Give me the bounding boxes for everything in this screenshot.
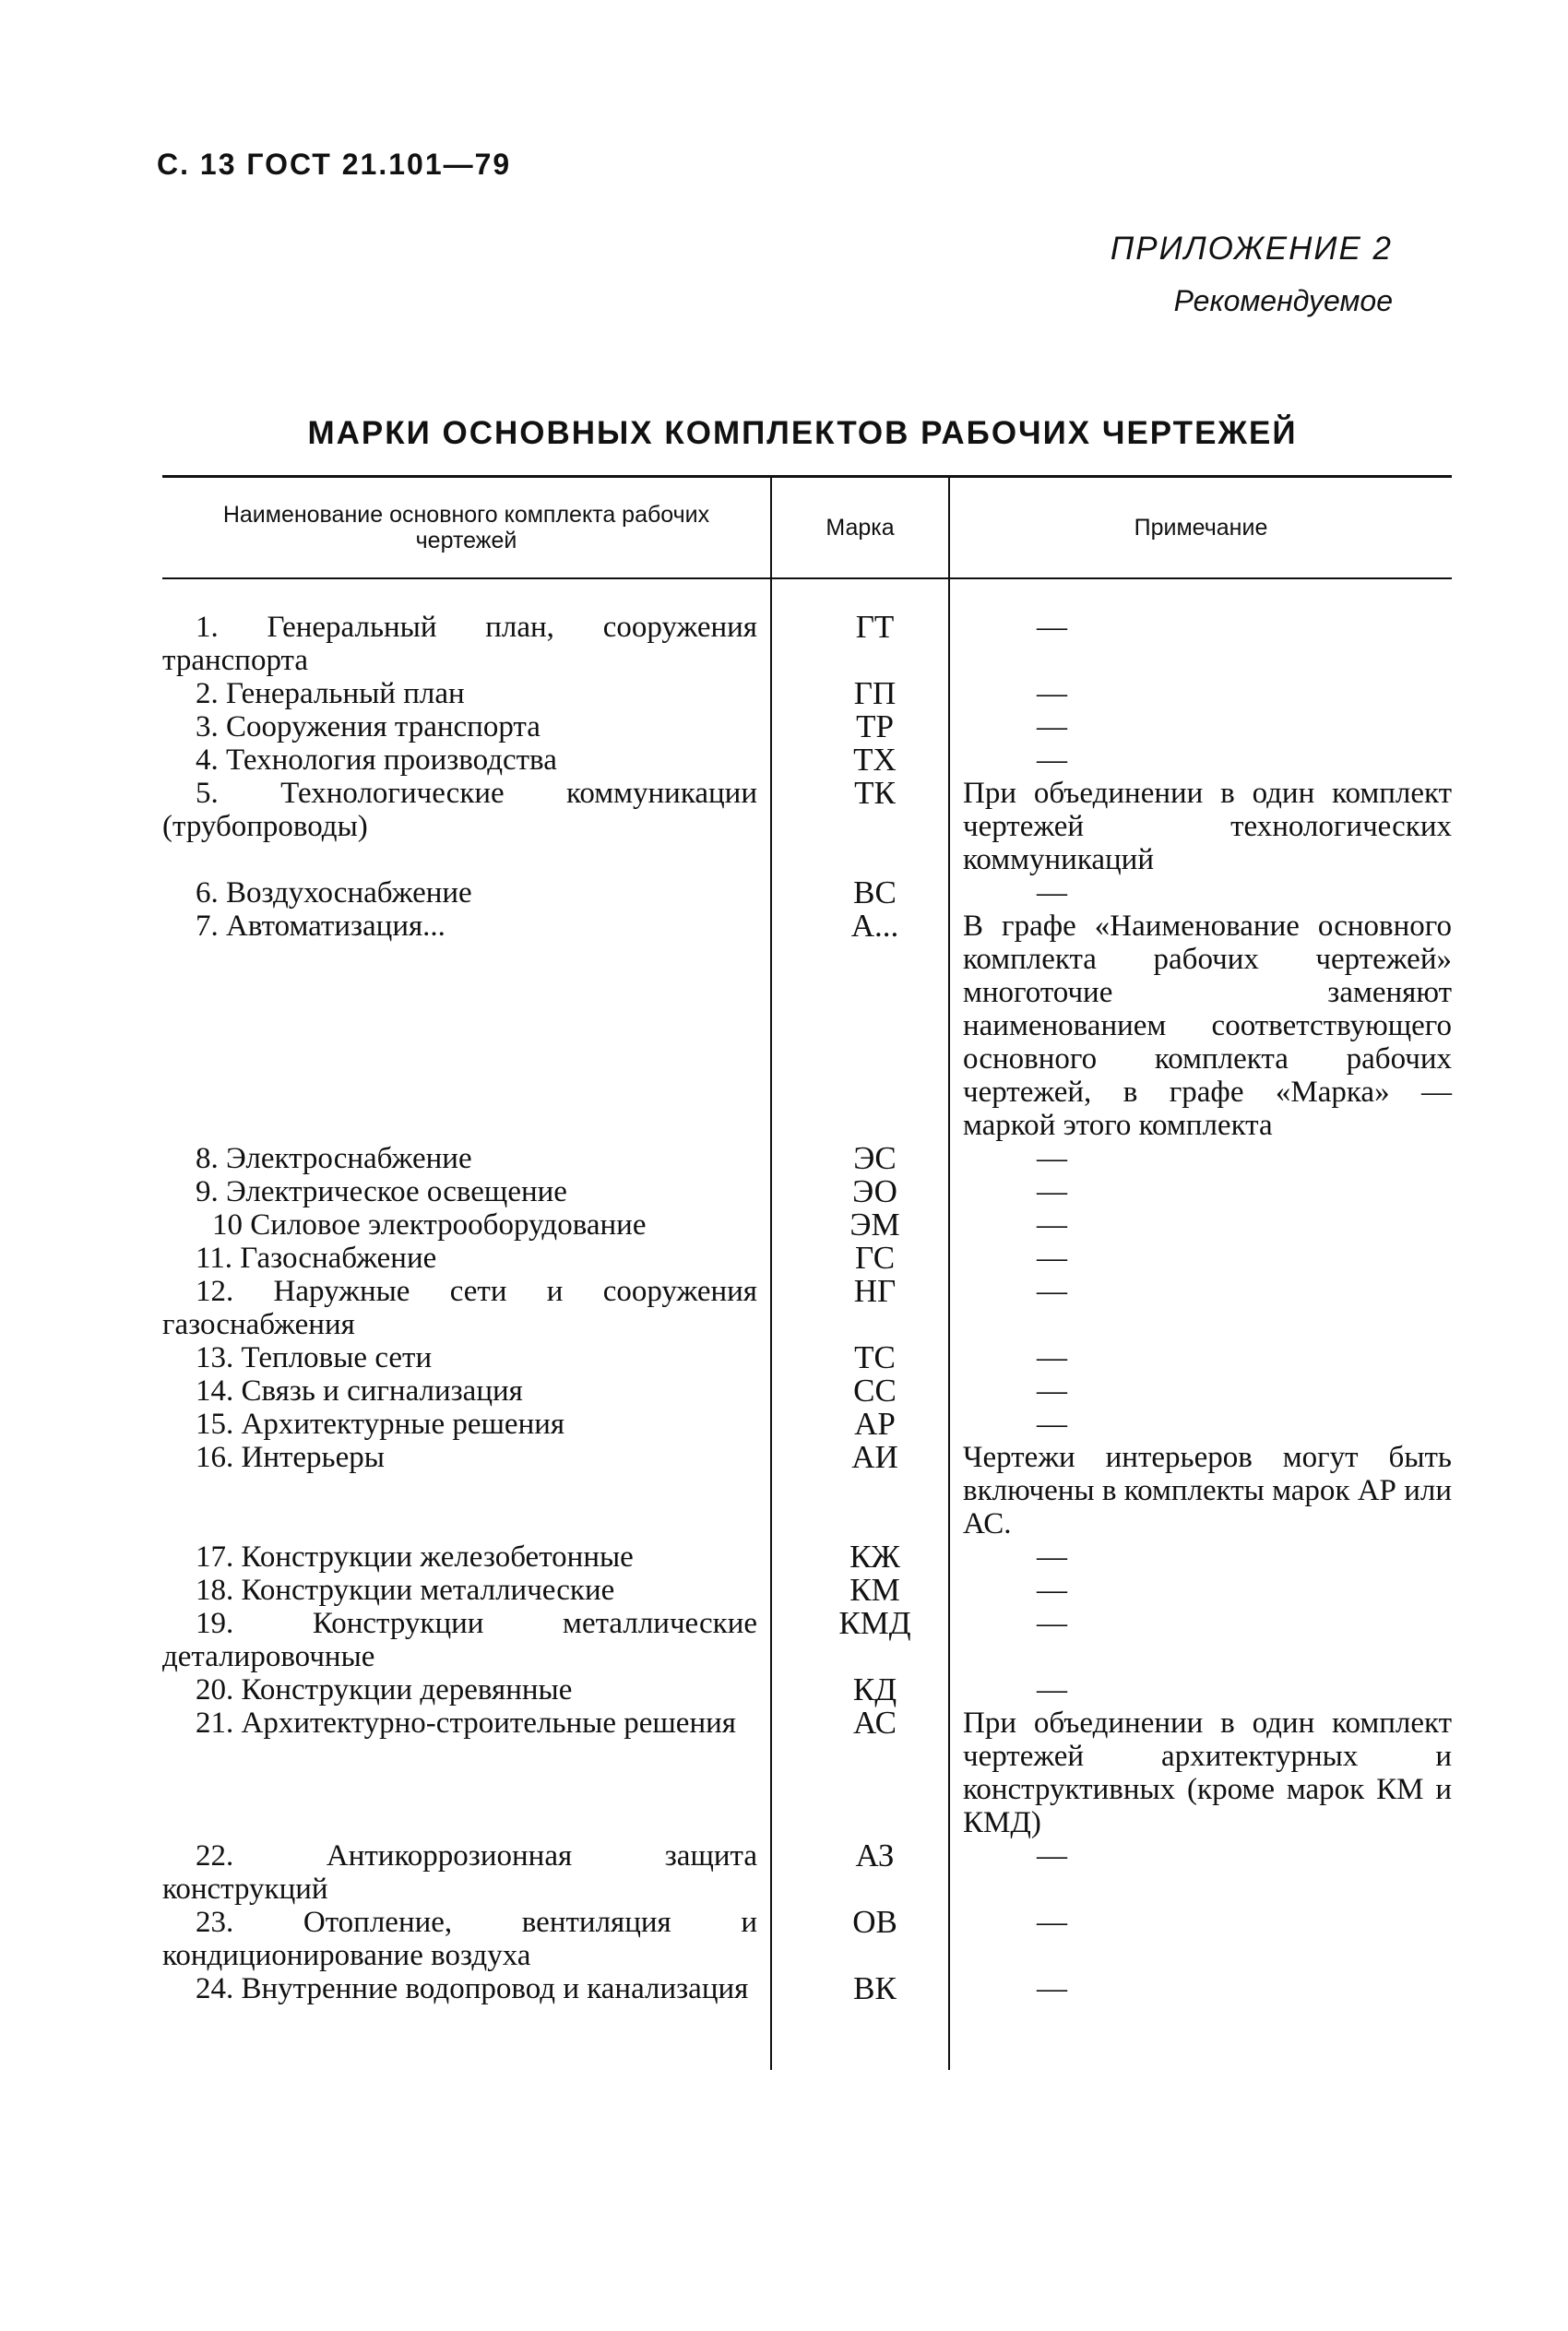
row-note-dash: — xyxy=(1037,610,1067,644)
row-note-dash: — xyxy=(1037,709,1067,743)
row-note-dash: — xyxy=(1037,1540,1067,1574)
row-note-dash: — xyxy=(1037,1340,1067,1374)
row-mark: ГТ xyxy=(771,611,949,677)
row-mark: КЖ xyxy=(771,1540,949,1574)
row-mark: КМ xyxy=(771,1574,949,1607)
row-name: 4. Технология производства xyxy=(196,743,557,777)
row-mark: ГС xyxy=(771,1242,949,1275)
row-note-dash: — xyxy=(1037,1274,1067,1308)
row-mark: ТХ xyxy=(771,743,949,777)
row-note-dash: — xyxy=(1037,1905,1067,1939)
row-note-dash: — xyxy=(1037,1838,1067,1873)
table-row xyxy=(162,1208,1452,1242)
row-note xyxy=(949,1374,1452,1408)
table-row xyxy=(162,1839,1452,1906)
column-header-note: Примечание xyxy=(949,477,1452,578)
row-note xyxy=(949,710,1452,743)
row-note xyxy=(949,677,1452,710)
table-row xyxy=(162,1540,1452,1574)
row-mark: ТС xyxy=(771,1341,949,1374)
row-name: 21. Архитектурно-строительные решения xyxy=(196,1706,736,1740)
row-name: 13. Тепловые сети xyxy=(196,1340,433,1374)
table-row xyxy=(162,1441,1452,1540)
row-mark: ТК xyxy=(771,777,949,876)
row-name: 12. Наружные сети и сооружения газоснабжения xyxy=(162,1274,757,1341)
table-row xyxy=(162,1341,1452,1374)
row-mark: КД xyxy=(771,1673,949,1707)
row-note-dash: — xyxy=(1037,676,1067,710)
column-header-mark: Марка xyxy=(771,477,949,578)
table-body xyxy=(162,578,1452,2070)
row-note xyxy=(949,1972,1452,2005)
row-mark: АС xyxy=(771,1707,949,1839)
row-note xyxy=(949,1906,1452,1972)
row-mark: ЭС xyxy=(771,1142,949,1175)
row-name: 18. Конструкции металлические xyxy=(196,1573,615,1607)
table-row xyxy=(162,1408,1452,1441)
row-name: 17. Конструкции железобетонные xyxy=(196,1540,634,1574)
column-header-name: Наименование основного комплекта рабочих чертежей xyxy=(162,477,771,578)
row-note xyxy=(949,611,1452,677)
row-mark: ОВ xyxy=(771,1906,949,1972)
row-note-dash: — xyxy=(1037,1241,1067,1275)
row-name: 20. Конструкции деревянные xyxy=(196,1672,573,1707)
row-note-dash: — xyxy=(1037,875,1067,910)
row-name: 19. Конструкции металлические деталировочные xyxy=(162,1606,757,1673)
row-mark: ЭО xyxy=(771,1175,949,1208)
marks-table xyxy=(162,475,1452,2070)
table-row xyxy=(162,1906,1452,1972)
row-note xyxy=(949,1142,1452,1175)
row-name: 16. Интерьеры xyxy=(196,1440,385,1474)
row-mark: АР xyxy=(771,1408,949,1441)
row-mark: СС xyxy=(771,1374,949,1408)
row-note-dash: — xyxy=(1037,1573,1067,1607)
row-mark: ВС xyxy=(771,876,949,910)
table-row xyxy=(162,910,1452,1142)
row-name: 22. Антикоррозионная защита конструкций xyxy=(162,1838,757,1906)
row-name: 11. Газоснабжение xyxy=(196,1241,437,1275)
row-note xyxy=(949,1540,1452,1574)
row-note-dash: — xyxy=(1037,1374,1067,1408)
table-row xyxy=(162,1242,1452,1275)
row-note-dash: — xyxy=(1037,1207,1067,1242)
row-name: 9. Электрическое освещение xyxy=(196,1174,567,1208)
row-name: 23. Отопление, вентиляция и кондиционирование воздуха xyxy=(162,1905,757,1972)
table-row xyxy=(162,611,1452,677)
row-note xyxy=(949,1408,1452,1441)
row-note xyxy=(949,1607,1452,1673)
table-row xyxy=(162,777,1452,876)
row-note xyxy=(949,743,1452,777)
row-note xyxy=(949,1208,1452,1242)
row-name: 2. Генеральный план xyxy=(196,676,465,710)
row-note: В графе «Наименование основного комплекта рабочих чертежей» многоточие заменяют наименованием соответствующего основного комплекта рабочих чертежей, в графе «Марка» — маркой этого комплекта xyxy=(949,910,1452,1142)
row-note xyxy=(949,1341,1452,1374)
table-row xyxy=(162,1972,1452,2005)
row-mark: ВК xyxy=(771,1972,949,2005)
table-row xyxy=(162,710,1452,743)
table-row xyxy=(162,876,1452,910)
table-row xyxy=(162,1374,1452,1408)
row-name: 6. Воздухоснабжение xyxy=(196,875,472,910)
page-header: С. 13 ГОСТ 21.101—79 xyxy=(157,148,512,181)
row-note xyxy=(949,1242,1452,1275)
row-note xyxy=(949,1175,1452,1208)
table-row xyxy=(162,743,1452,777)
row-name: 7. Автоматизация... xyxy=(196,909,445,943)
row-note xyxy=(949,1839,1452,1906)
row-note xyxy=(949,1275,1452,1341)
row-note: При объединении в один комплект чертежей технологических коммуникаций xyxy=(949,777,1452,876)
row-mark: НГ xyxy=(771,1275,949,1341)
row-note: Чертежи интерьеров могут быть включены в комплекты марок АР или АС. xyxy=(949,1441,1452,1540)
table-row xyxy=(162,1707,1452,1839)
table-row xyxy=(162,1275,1452,1341)
row-name: 5. Технологические коммуникации (трубопроводы) xyxy=(162,776,757,843)
document-title: МАРКИ ОСНОВНЫХ КОМПЛЕКТОВ РАБОЧИХ ЧЕРТЕЖЕЙ xyxy=(307,415,1298,451)
row-mark: ГП xyxy=(771,677,949,710)
appendix-label: ПРИЛОЖЕНИЕ 2 xyxy=(1110,231,1393,267)
row-note-dash: — xyxy=(1037,743,1067,777)
row-note-dash: — xyxy=(1037,1971,1067,2005)
row-mark: ЭМ xyxy=(771,1208,949,1242)
row-mark: А... xyxy=(771,910,949,1142)
row-note-dash: — xyxy=(1037,1141,1067,1175)
table-row xyxy=(162,1175,1452,1208)
appendix-status: Рекомендуемое xyxy=(1173,284,1393,317)
table-row xyxy=(162,1142,1452,1175)
row-name: 24. Внутренние водопровод и канализация xyxy=(196,1971,749,2005)
row-name: 1. Генеральный план, сооружения транспорта xyxy=(162,610,757,677)
row-mark: ТР xyxy=(771,710,949,743)
row-name: 8. Электроснабжение xyxy=(196,1141,472,1175)
row-mark: АИ xyxy=(771,1441,949,1540)
row-note-dash: — xyxy=(1037,1672,1067,1707)
row-name: 15. Архитектурные решения xyxy=(196,1407,565,1441)
row-note xyxy=(949,876,1452,910)
row-name: 10 Силовое электрооборудование xyxy=(212,1207,647,1242)
row-note xyxy=(949,1574,1452,1607)
row-note-dash: — xyxy=(1037,1606,1067,1640)
row-name: 14. Связь и сигнализация xyxy=(196,1374,523,1408)
table-row xyxy=(162,1574,1452,1607)
table-header-row xyxy=(162,477,1452,578)
row-name: 3. Сооружения транспорта xyxy=(196,709,540,743)
row-note-dash: — xyxy=(1037,1407,1067,1441)
table-row xyxy=(162,677,1452,710)
row-note xyxy=(949,1673,1452,1707)
table-row xyxy=(162,1607,1452,1673)
appendix-block xyxy=(1111,231,1393,318)
row-note: При объединении в один комплект чертежей архитектурных и конструктивных (кроме марок КМ и КМД) xyxy=(949,1707,1452,1839)
row-mark: КМД xyxy=(771,1607,949,1673)
table-row xyxy=(162,1673,1452,1707)
row-mark: АЗ xyxy=(771,1839,949,1906)
row-note-dash: — xyxy=(1037,1174,1067,1208)
